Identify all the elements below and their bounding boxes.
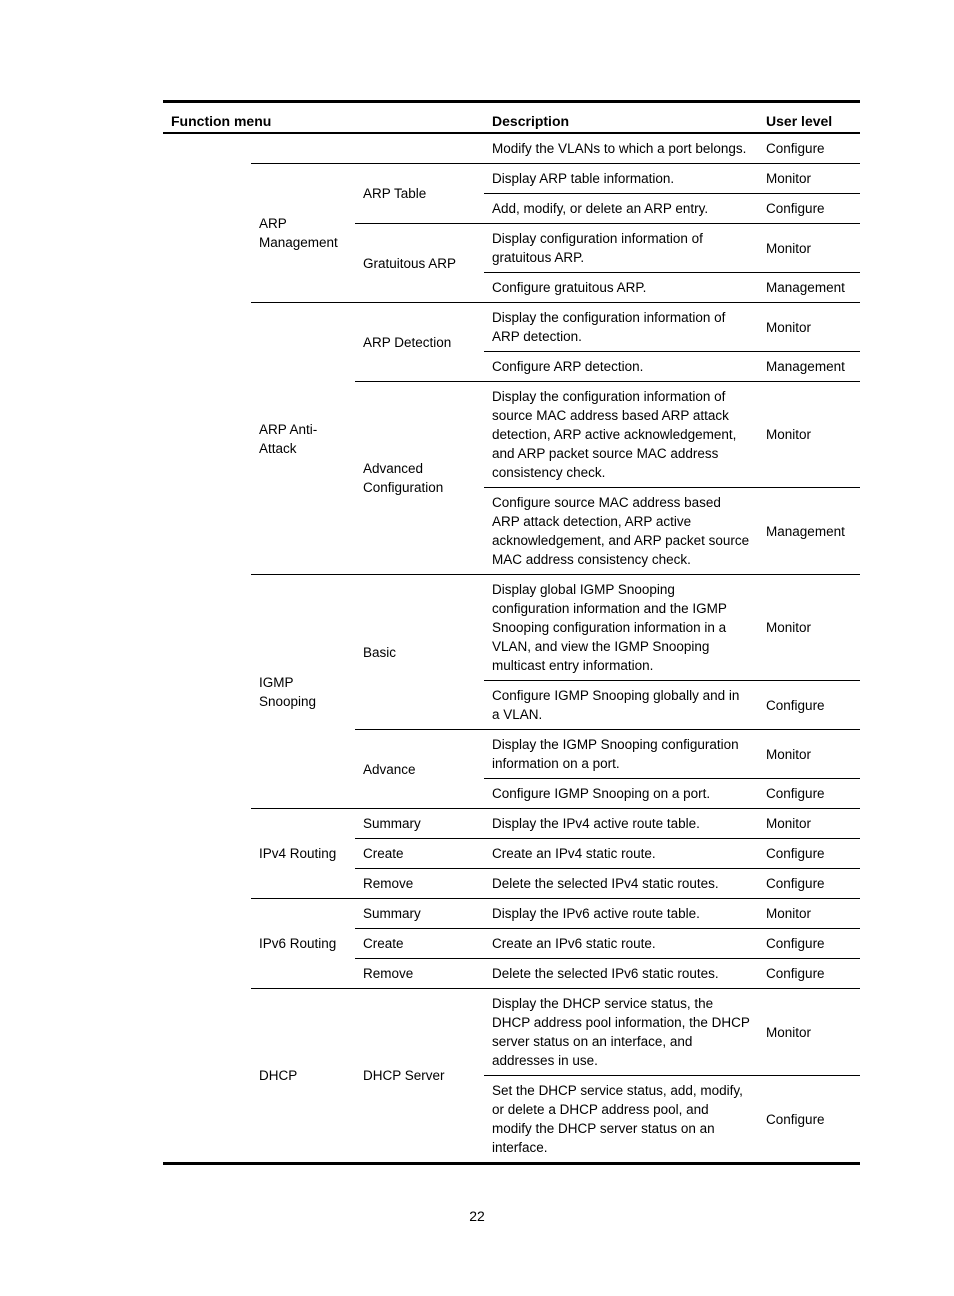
table-header-row	[163, 102, 860, 134]
user-level-cell: Monitor	[758, 224, 860, 273]
subfunction-cell: Create	[355, 929, 484, 959]
indent-cell	[163, 681, 251, 730]
description-cell: Display the DHCP service status, the DHCP address pool information, the DHCP server status on an interface, and addresses in use.	[484, 989, 758, 1076]
function-cell	[251, 133, 355, 164]
indent-cell	[163, 809, 251, 839]
user-level-cell: Configure	[758, 681, 860, 730]
description-cell: Display the configuration information of ARP detection.	[484, 303, 758, 352]
indent-cell	[163, 959, 251, 989]
subfunction-cell: DHCP Server	[355, 989, 484, 1164]
function-cell: ARP Management	[251, 164, 355, 303]
indent-cell	[163, 1076, 251, 1164]
user-level-cell: Configure	[758, 779, 860, 809]
table-row	[163, 575, 860, 681]
function-cell: IGMP Snooping	[251, 575, 355, 809]
subfunction-cell: Create	[355, 839, 484, 869]
description-cell: Display global IGMP Snooping configuration information and the IGMP Snooping configuration information in a VLAN, and view the IGMP Snooping multicast entry information.	[484, 575, 758, 681]
description-cell: Delete the selected IPv4 static routes.	[484, 869, 758, 899]
user-level-cell: Configure	[758, 959, 860, 989]
user-level-cell: Monitor	[758, 809, 860, 839]
description-cell: Display the configuration information of source MAC address based ARP attack detection, ARP active acknowledgement, and ARP packet source MAC address consistency check.	[484, 382, 758, 488]
user-level-cell: Configure	[758, 839, 860, 869]
subfunction-cell: Summary	[355, 809, 484, 839]
user-level-cell: Configure	[766, 141, 825, 156]
header-user-level: User level	[758, 102, 860, 134]
indent-cell	[163, 164, 251, 194]
subfunction-cell: ARP Table	[355, 164, 484, 224]
table-row	[163, 164, 860, 194]
description-cell: Add, modify, or delete an ARP entry.	[484, 194, 758, 224]
table-body	[163, 133, 860, 1164]
user-level-cell: Monitor	[758, 575, 860, 681]
header-description: Description	[484, 102, 758, 134]
subfunction-cell: Basic	[355, 575, 484, 730]
indent-cell	[163, 194, 251, 224]
user-level-cell: Management	[758, 488, 860, 575]
description-cell: Display configuration information of gratuitous ARP.	[484, 224, 758, 273]
indent-cell	[163, 273, 251, 303]
indent-cell	[163, 899, 251, 929]
description-cell: Delete the selected IPv6 static routes.	[484, 959, 758, 989]
indent-cell	[163, 382, 251, 488]
user-level-cell: Monitor	[758, 382, 860, 488]
description-cell: Configure IGMP Snooping globally and in a VLAN.	[484, 681, 758, 730]
indent-cell	[163, 839, 251, 869]
user-level-cell: Management	[758, 273, 860, 303]
subfunction-cell: Advance	[355, 730, 484, 809]
function-cell: ARP Anti-Attack	[251, 303, 355, 575]
function-cell: DHCP	[251, 989, 355, 1164]
indent-cell	[163, 989, 251, 1076]
user-level-cell: Monitor	[758, 164, 860, 194]
description-cell: Display the IPv6 active route table.	[484, 899, 758, 929]
indent-cell	[163, 730, 251, 779]
indent-cell	[163, 779, 251, 809]
description-cell: Display ARP table information.	[484, 164, 758, 194]
indent-cell	[163, 929, 251, 959]
indent-cell	[163, 352, 251, 382]
user-level-cell: Monitor	[758, 303, 860, 352]
function-menu-table	[163, 100, 860, 1165]
description-cell: Configure source MAC address based ARP attack detection, ARP active acknowledgement, and ARP packet source MAC address consistency check.	[484, 488, 758, 575]
table-row	[163, 303, 860, 352]
user-level-cell: Configure	[758, 929, 860, 959]
subfunction-cell: Remove	[355, 959, 484, 989]
subfunction-cell	[355, 133, 484, 164]
function-cell: IPv4 Routing	[251, 809, 355, 899]
description-cell: Configure ARP detection.	[484, 352, 758, 382]
subfunction-cell: Gratuitous ARP	[355, 224, 484, 303]
subfunction-cell: Remove	[355, 869, 484, 899]
user-level-cell: Management	[758, 352, 860, 382]
description-cell: Modify the VLANs to which a port belongs.	[492, 141, 747, 156]
user-level-cell: Monitor	[758, 989, 860, 1076]
table-row	[163, 989, 860, 1076]
table-row	[163, 899, 860, 929]
indent-cell	[163, 869, 251, 899]
user-level-cell: Configure	[758, 1076, 860, 1164]
description-cell: Create an IPv6 static route.	[484, 929, 758, 959]
description-cell: Configure gratuitous ARP.	[484, 273, 758, 303]
function-cell: IPv6 Routing	[251, 899, 355, 989]
description-cell: Set the DHCP service status, add, modify, or delete a DHCP address pool, and modify the DHCP server status on an interface.	[484, 1076, 758, 1164]
subfunction-cell: Advanced Configuration	[355, 382, 484, 575]
user-level-cell: Configure	[758, 869, 860, 899]
page-number: 22	[469, 1208, 485, 1224]
description-cell: Display the IGMP Snooping configuration information on a port.	[484, 730, 758, 779]
table-row	[163, 809, 860, 839]
indent-cell	[163, 488, 251, 575]
user-level-cell: Monitor	[758, 899, 860, 929]
indent-cell	[163, 575, 251, 681]
description-cell: Display the IPv4 active route table.	[484, 809, 758, 839]
indent-cell	[163, 133, 251, 164]
table-row	[163, 133, 860, 164]
user-level-cell: Configure	[758, 194, 860, 224]
description-cell: Create an IPv4 static route.	[484, 839, 758, 869]
subfunction-cell: ARP Detection	[355, 303, 484, 382]
indent-cell	[163, 303, 251, 352]
header-function-menu: Function menu	[163, 102, 484, 134]
subfunction-cell: Summary	[355, 899, 484, 929]
user-level-cell: Monitor	[758, 730, 860, 779]
description-cell: Configure IGMP Snooping on a port.	[484, 779, 758, 809]
indent-cell	[163, 224, 251, 273]
